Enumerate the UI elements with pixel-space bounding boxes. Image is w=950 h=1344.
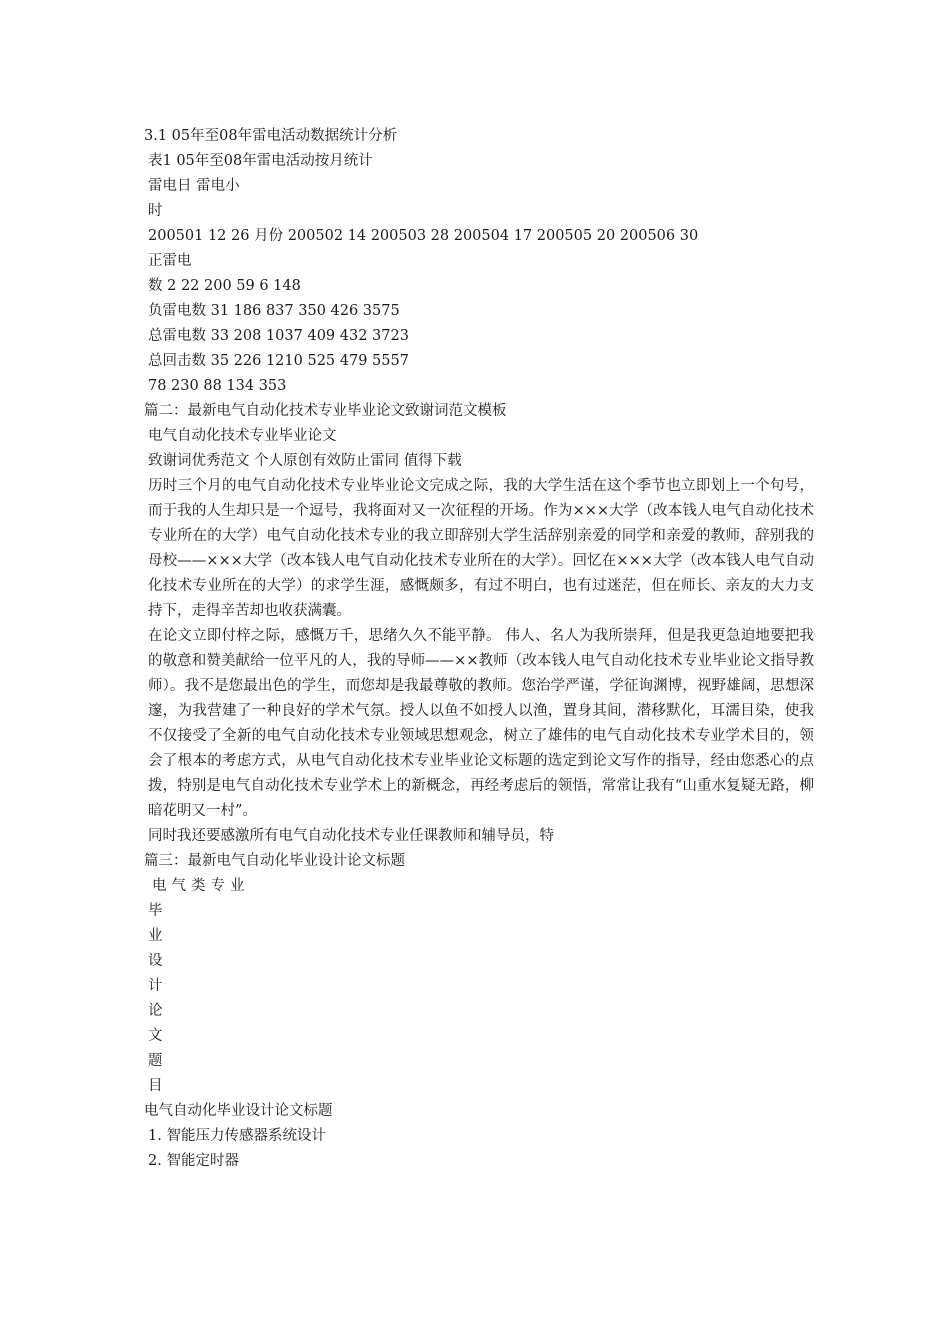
table-row: 总回击数 35 226 1210 525 479 5557 bbox=[148, 353, 409, 369]
part3-heading: 篇三：最新电气自动化毕业设计论文标题 bbox=[144, 853, 405, 869]
table-row: 数 2 22 200 59 6 148 bbox=[148, 278, 301, 294]
vertical-char: 文 bbox=[148, 1028, 163, 1044]
part2-heading: 篇二：最新电气自动化技术专业毕业论文致谢词范文模板 bbox=[144, 403, 507, 419]
vertical-char: 论 bbox=[148, 1003, 163, 1019]
vertical-char: 计 bbox=[148, 978, 163, 994]
paragraph: 历时三个月的电气自动化技术专业毕业论文完成之际，我的大学生活在这个季节也立即划上一个句号，而于我的人生却只是一个逗号，我将面对又一次征程的开场。作为×××大学（改本钱人电气自动化技术专业所在的大学）电气自动化技术专业的我立即辞别大学生活辞别亲爱的同学和亲爱的教师，辞别我的母校——×××大学（改本钱人电气自动化技术专业所在的大学）。回忆在×××大学（改本钱人电气自动化技术专业所在的大学）的求学生涯，感慨颇多，有过不明白，也有过迷茫，但在师长、亲友的大力支持下，走得辛苦却也收获满囊。 bbox=[148, 478, 814, 619]
spaced-title: 电气类专业 bbox=[152, 878, 250, 894]
table-row: 时 bbox=[148, 203, 163, 219]
vertical-char: 设 bbox=[148, 953, 163, 969]
table-row: 雷电日 雷电小 bbox=[148, 178, 240, 194]
table-row: 负雷电数 31 186 837 350 426 3575 bbox=[148, 303, 400, 319]
document-body bbox=[144, 124, 814, 1174]
vertical-char: 题 bbox=[148, 1053, 163, 1069]
part2-subtitle: 电气自动化技术专业毕业论文 bbox=[148, 428, 337, 444]
table-row: 正雷电 bbox=[148, 253, 192, 269]
paragraph: 在论文立即付梓之际，感慨万千，思绪久久不能平静。 伟人、名人为我所崇拜，但是我更急迫地要把我的敬意和赞美献给一位平凡的人，我的导师——××教师（改本钱人电气自动化技术专业毕业论文指导教师）。我不是您最出色的学生，而您却是我最尊敬的教师。您治学严谨，学征询渊博，视野雄阔，思想深邃，为我营建了一种良好的学术气氛。授人以鱼不如授人以渔，置身其间，潜移默化，耳濡目染，使我不仅接受了全新的电气自动化技术专业领域思想观念，树立了雄伟的电气自动化技术专业学术目的，领会了根本的考虑方式，从电气自动化技术专业毕业论文标题的选定到论文写作的指导，经由您悉心的点拨，特别是电气自动化技术专业学术上的新概念，再经考虑后的领悟，常常让我有“山重水复疑无路，柳暗花明又一村”。 bbox=[148, 628, 814, 819]
vertical-char: 目 bbox=[148, 1078, 163, 1094]
table-row: 总雷电数 33 208 1037 409 432 3723 bbox=[148, 328, 409, 344]
list-item: 1. 智能压力传感器系统设计 bbox=[148, 1128, 326, 1144]
vertical-char: 业 bbox=[148, 928, 163, 944]
table-row: 200501 12 26 月份 200502 14 200503 28 200504 17 200505 20 200506 30 bbox=[148, 228, 699, 244]
list-title: 电气自动化毕业设计论文标题 bbox=[144, 1103, 333, 1119]
table-caption: 表1 05年至08年雷电活动按月统计 bbox=[148, 153, 373, 169]
paragraph: 同时我还要感激所有电气自动化技术专业任课教师和辅导员，特 bbox=[148, 828, 554, 844]
list-item: 2. 智能定时器 bbox=[148, 1153, 239, 1169]
vertical-char: 毕 bbox=[148, 903, 163, 919]
part2-subtitle: 致谢词优秀范文 个人原创有效防止雷同 值得下载 bbox=[148, 453, 462, 469]
table-row: 78 230 88 134 353 bbox=[148, 378, 287, 394]
section-heading: 3.1 05年至08年雷电活动数据统计分析 bbox=[144, 128, 398, 144]
